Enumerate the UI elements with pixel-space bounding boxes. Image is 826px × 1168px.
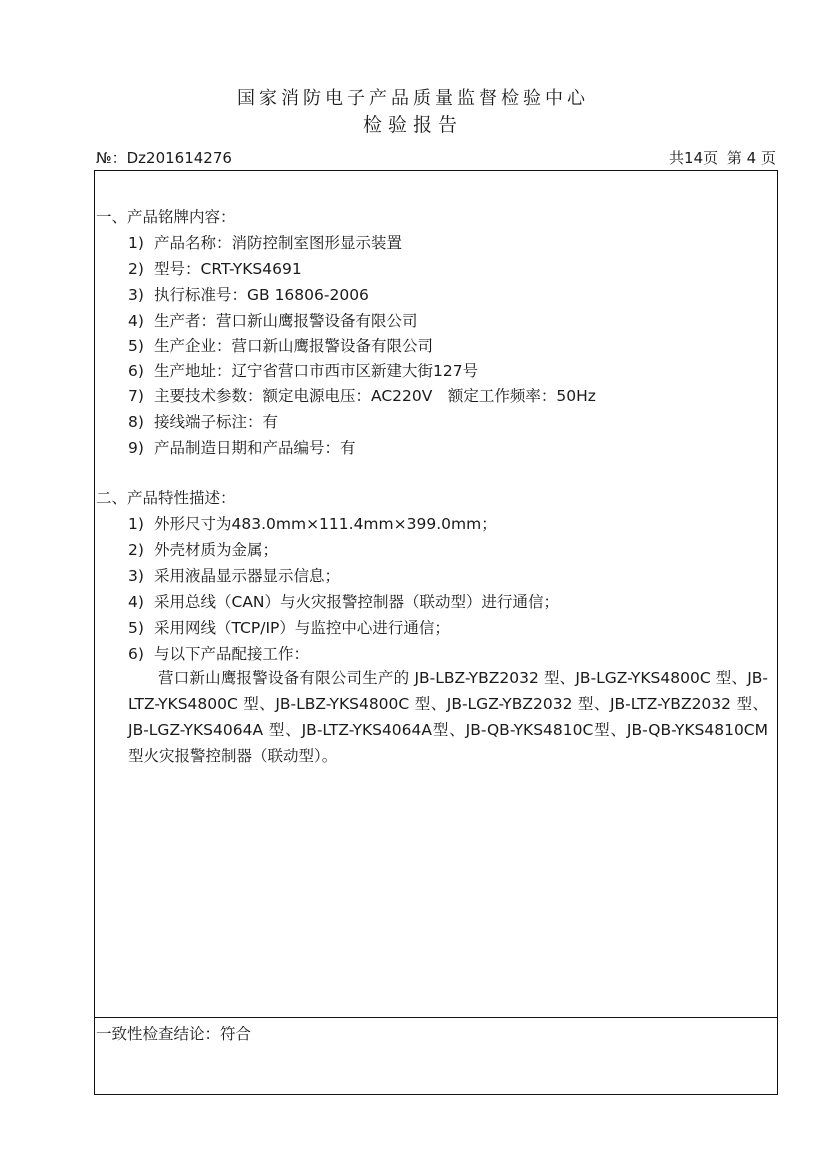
list-item: 6) 与以下产品配接工作： — [128, 645, 310, 663]
list-item: 2) 型号：CRT-YKS4691 — [128, 260, 302, 278]
conformity-conclusion: 一致性检查结论：符合 — [96, 1025, 252, 1043]
org-name: 国家消防电子产品质量监督检验中心 — [237, 88, 589, 109]
list-item: 3) 执行标准号：GB 16806-2006 — [128, 286, 369, 304]
list-item: 5) 生产企业：营口新山鹰报警设备有限公司 — [128, 337, 434, 355]
page-number: 第 4 页 — [726, 149, 776, 167]
list-item: 9) 产品制造日期和产品编号：有 — [128, 439, 356, 457]
section2-title: 二、产品特性描述： — [96, 489, 236, 507]
list-item: 1) 产品名称：消防控制室图形显示装置 — [128, 234, 403, 252]
list-item: 3) 采用液晶显示器显示信息； — [128, 567, 341, 585]
section1-title: 一、产品铭牌内容： — [96, 208, 236, 226]
list-item: 6) 生产地址：辽宁省营口市西市区新建大街127号 — [128, 362, 479, 380]
list-item: 1) 外形尺寸为483.0mm×111.4mm×399.0mm； — [128, 515, 497, 533]
list-item: 4) 生产者：营口新山鹰报警设备有限公司 — [128, 312, 418, 330]
list-item: 8) 接线端子标注：有 — [128, 413, 279, 431]
total-pages: 共14页 — [669, 149, 719, 167]
list-item: 2) 外壳材质为金属； — [128, 541, 279, 559]
list-item: 7) 主要技术参数：额定电源电压：AC220V 额定工作频率：50Hz — [128, 387, 596, 405]
report-title: 检验报告 — [362, 114, 463, 136]
compatible-products-paragraph: 营口新山鹰报警设备有限公司生产的 JB-LBZ-YBZ2032 型、JB-LGZ-YKS4800C 型、JB-LTZ-YKS4800C 型、JB-LBZ-YKS4800C 型、JB-LGZ-YBZ2032 型、JB-LTZ-YBZ2032 型、JB-LGZ-YKS4064A 型、JB-LTZ-YKS4064A型、JB-QB-YKS4810C型、JB-QB-YKS4810CM型火灾报警控制器（联动型）。 — [128, 669, 768, 765]
report-meta — [94, 147, 778, 169]
list-item: 5) 采用网线（TCP/IP）与监控中心进行通信； — [128, 619, 450, 637]
report-number: №：Dz201614276 — [96, 149, 232, 167]
conclusion-divider — [94, 1017, 778, 1018]
list-item: 4) 采用总线（CAN）与火灾报警控制器（联动型）进行通信； — [128, 593, 560, 611]
page-indicator — [665, 147, 776, 168]
